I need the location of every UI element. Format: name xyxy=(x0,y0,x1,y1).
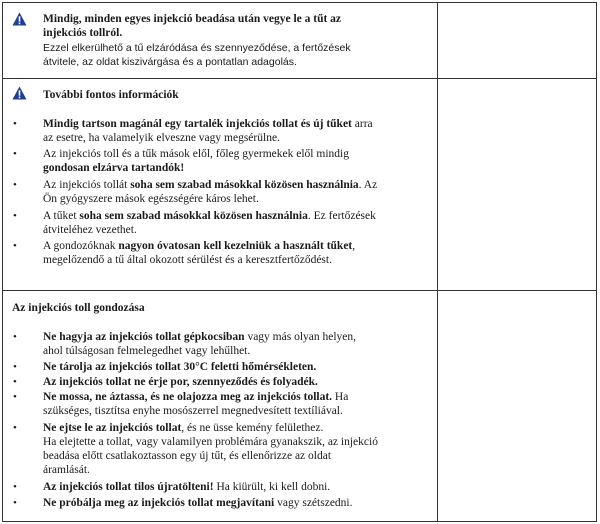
bullet: • xyxy=(13,179,17,191)
row3-right-cell xyxy=(437,290,597,522)
bullet: • xyxy=(13,376,17,388)
care-item-1-line2: ahol túlságosan felmelegedhet vagy lehűlhet. xyxy=(43,345,251,357)
care-item-5-line2: Ha elejtette a tollat, vagy valamilyen problémára gyanakszik, az injekció xyxy=(43,436,378,448)
care-item-4-line2: szükséges, tisztítsa enyhe mosószerrel megnedvesített textíliával. xyxy=(43,405,343,417)
warning-icon xyxy=(12,12,27,26)
row2-right-cell xyxy=(437,78,597,291)
row1-body-line1: Ezzel elkerülhető a tű elzáródása és szennyeződése, a fertőzések xyxy=(43,42,351,54)
bullet: • xyxy=(13,497,17,509)
row2-heading: További fontos információk xyxy=(43,89,179,101)
care-item-5-line4: áramlását. xyxy=(43,464,90,476)
row1-title-line1: Mindig, minden egyes injekció beadása után vegye le a tűt az xyxy=(43,13,342,25)
info-item-4-line1: A tűket soha sem szabad másokkal közösen használnia. Ez fertőzések xyxy=(43,210,376,222)
care-item-2-line1: Ne tárolja az injekciós tollat 30°C feletti hőmérsékleten. xyxy=(43,361,317,373)
care-item-7-line1: Ne próbálja meg az injekciós tollat megjavítani vagy szétszedni. xyxy=(43,497,353,509)
care-item-1-line1: Ne hagyja az injekciós tollat gépkocsiban vagy más olyan helyen, xyxy=(43,331,357,343)
info-item-4-line2: átviteléhez vezethet. xyxy=(43,224,137,236)
info-item-2-line1: Az injekciós toll és a tűk mások elől, főleg gyermekek elől mindig xyxy=(43,148,349,160)
care-item-5-line3: beadása előtt csatlakoztasson egy új tűt, és ellenőrizze az oldat xyxy=(43,450,332,462)
bullet: • xyxy=(13,240,17,252)
row-needle-removal xyxy=(2,2,438,79)
row-important-info xyxy=(2,78,438,291)
warning-icon xyxy=(12,86,27,100)
info-item-1-line1: Mindig tartson magánál egy tartalék injekciós tollat és új tűket arra xyxy=(43,118,373,130)
info-item-3-line2: Ön gyógyszere mások egészségére káros lehet. xyxy=(43,193,259,205)
info-item-3-line1: Az injekciós tollát soha sem szabad másokkal közösen használnia. Az xyxy=(43,179,378,191)
info-item-2-line2: gondosan elzárva tartandók! xyxy=(43,162,185,174)
info-item-5-line2: megelőzendő a tű által okozott sérülést és a keresztfertőződést. xyxy=(43,254,332,266)
row1-right-cell xyxy=(437,2,597,79)
bullet: • xyxy=(13,148,17,160)
bullet: • xyxy=(13,118,17,130)
row-pen-care xyxy=(2,290,438,522)
care-item-4-line1: Ne mossa, ne áztassa, és ne olajozza meg az injekciós tollat. Ha xyxy=(43,391,349,403)
row3-heading: Az injekciós toll gondozása xyxy=(12,302,145,314)
info-item-5-line1: A gondozóknak nagyon óvatosan kell kezelniük a használt tűket, xyxy=(43,240,356,252)
care-item-5-line1: Ne ejtse le az injekciós tollat, és ne üsse kemény felülethez. xyxy=(43,422,324,434)
bullet: • xyxy=(13,361,17,373)
bullet: • xyxy=(13,331,17,343)
info-item-1-line2: az esetre, ha valamelyik elveszne vagy megsérülne. xyxy=(43,132,280,144)
bullet: • xyxy=(13,422,17,434)
bullet: • xyxy=(13,210,17,222)
bullet: • xyxy=(13,391,17,403)
bullet: • xyxy=(13,481,17,493)
row1-title-line2: injekciós tollról. xyxy=(43,27,123,39)
care-item-6-line1: Az injekciós tollat tilos újratölteni! Ha kiürült, ki kell dobni. xyxy=(43,481,331,493)
row1-body-line2: átvitele, az oldat kiszivárgása és a pontatlan adagolás. xyxy=(43,56,297,68)
care-item-3-line1: Az injekciós tollat ne érje por, szennyeződés és folyadék. xyxy=(43,376,318,388)
